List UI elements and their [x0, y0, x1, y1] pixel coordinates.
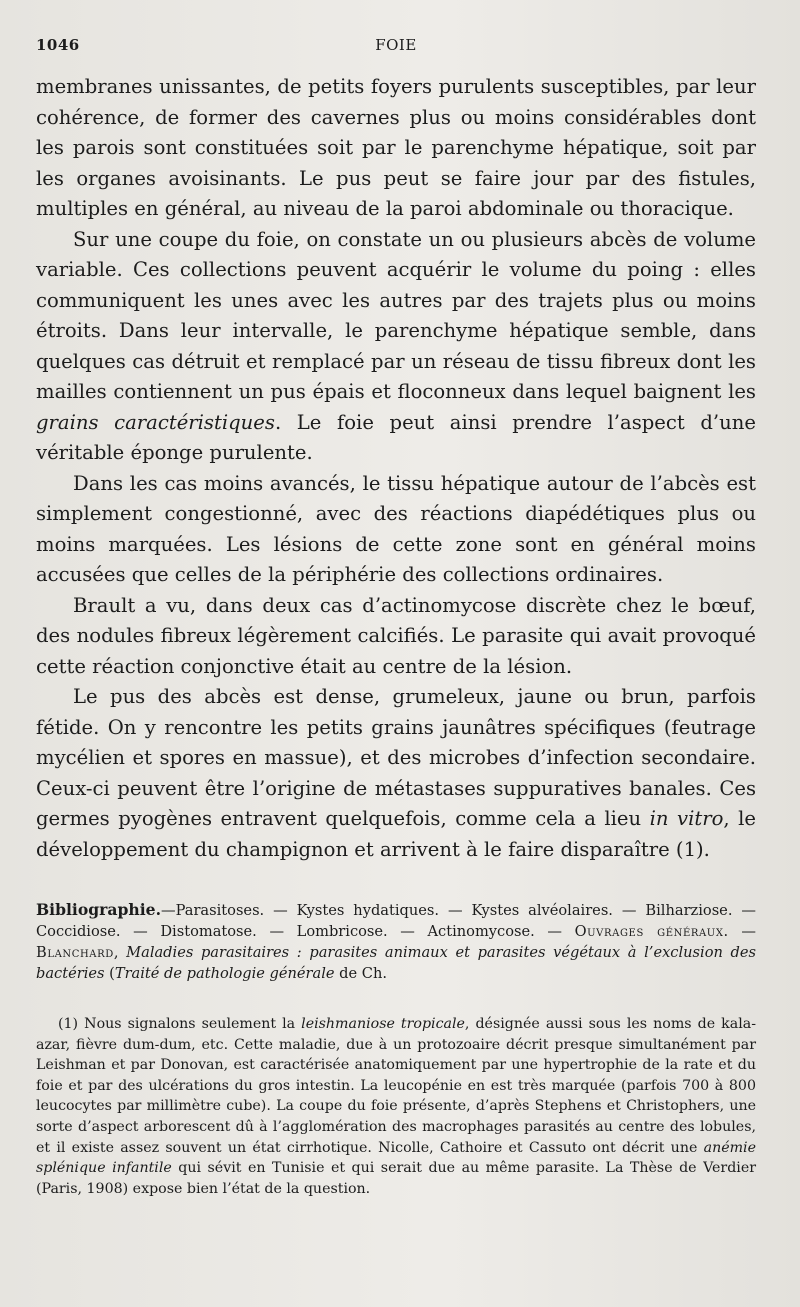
bibliography-topics: —Parasitoses. — Kystes hydatiques. — Kystes alvéolaires. — Bilharziose. — Coccidiose. — Distomatose. — Lombricose. — Actinomycose. —	[36, 902, 756, 940]
running-title: FOIE	[375, 36, 417, 54]
paragraph-3: Dans les cas moins avancés, le tissu hépatique autour de l’abcès est simplement congestionné, avec des réactions diapédétiques plus ou moins marquées. Les lésions de cette zone sont en général moins accusées que celles de la périphérie des collections ordinaires.	[36, 471, 756, 586]
paragraph-2	[36, 225, 756, 469]
paragraph-5	[36, 682, 756, 865]
paragraph-2-emphasis: grains caractéristiques	[36, 410, 275, 434]
paragraph-4: Brault a vu, dans deux cas d’actinomycose discrète chez le bœuf, des nodules fibreux légèrement calcifiés. Le parasite qui avait provoqué cette réaction conjonctive était au centre de la lésion.	[36, 593, 756, 678]
paragraph-5-text-end: , le développement du champignon et arrivent à le faire disparaître (1).	[36, 807, 756, 861]
author-name: Blanchard	[36, 944, 114, 961]
footnote-1	[36, 1014, 756, 1199]
footnote-text-start: (1) Nous signalons seulement la	[58, 1016, 302, 1032]
page-number: 1046	[36, 36, 80, 54]
works-label: Ouvrages généraux.	[574, 923, 729, 940]
footnote-emphasis-2: anémie splénique infantile	[36, 1139, 756, 1177]
bibliography	[36, 899, 756, 984]
bibliography-tail: de Ch.	[334, 965, 387, 982]
paragraph-5-text: Le pus des abcès est dense, grumeleux, jaune ou brun, parfois fétide. On y rencontre les petits grains jaunâtres spécifiques (feutrage mycélien et spores en massue), et des microbes d’infection secondaire. Ceux-ci peuvent être l’origine de métastases suppuratives banales. Ces germes pyogènes entravent quelquefois, comme cela a lieu	[36, 685, 756, 830]
work-title: Maladies parasitaires : parasites animaux et parasites végétaux à l’exclusion des bactéries	[36, 944, 756, 982]
footnote-text-middle: , désignée aussi sous les noms de kala-azar, fièvre dum-dum, etc. Cette maladie, due à un protozoaire décrit presque simultanément par Leishman et par Donovan, est caractérisée anatomiquement par une hypertrophie de la rate et du foie et par des ulcérations du gros intestin. La leucopénie en est très marquée (parfois 700 à 800 leucocytes par millimètre cube). La coupe du foie présente, d’après Stephens et Christophers, une sorte d’aspect arborescent dû à l’agglomération des macrophages parasités au centre des lobules, et il existe assez souvent un état cirrhotique. Nicolle, Cathoire et Cassuto ont décrit une	[36, 1016, 756, 1156]
bibliography-separator: ,	[113, 944, 127, 961]
paragraph-1: membranes unissantes, de petits foyers purulents susceptibles, par leur cohérence, de former des cavernes plus ou moins considérables dont les parois sont constituées soit par le parenchyme hépatique, soit par les organes avoisinants. Le pus peut se faire jour par des fistules, multiples en général, au niveau de la paroi abdominale ou thoracique.	[36, 75, 756, 220]
bibliography-dash: —	[728, 923, 757, 940]
footnote	[36, 1014, 756, 1199]
treatise-title: Traité de pathologie générale	[114, 965, 335, 982]
footnote-emphasis-1: leishmaniose tropicale	[301, 1016, 465, 1032]
paragraph-5-emphasis: in vitro	[649, 807, 724, 830]
running-head	[36, 36, 756, 62]
paragraph-2-text-end: . Le foie peut ainsi prendre l’aspect d’une véritable éponge purulente.	[36, 410, 756, 464]
paragraph-2-text: Sur une coupe du foie, on constate un ou plusieurs abcès de volume variable. Ces collections peuvent acquérir le volume du poing : elles communiquent les unes avec les autres par des trajets plus ou moins étroits. Dans leur intervalle, le parenchyme hépatique semble, dans quelques cas détruit et remplacé par un réseau de tissu fibreux dont les mailles contiennent un pus épais et floconneux dans lequel baignent les	[36, 227, 756, 403]
main-text	[36, 72, 756, 865]
bibliography-lead: Bibliographie.	[36, 900, 161, 919]
footnote-text-end: qui sévit en Tunisie et qui serait due au même parasite. La Thèse de Verdier (Paris, 1908) expose bien l’état de la question.	[36, 1160, 756, 1197]
bibliography-paren: (	[104, 965, 115, 982]
